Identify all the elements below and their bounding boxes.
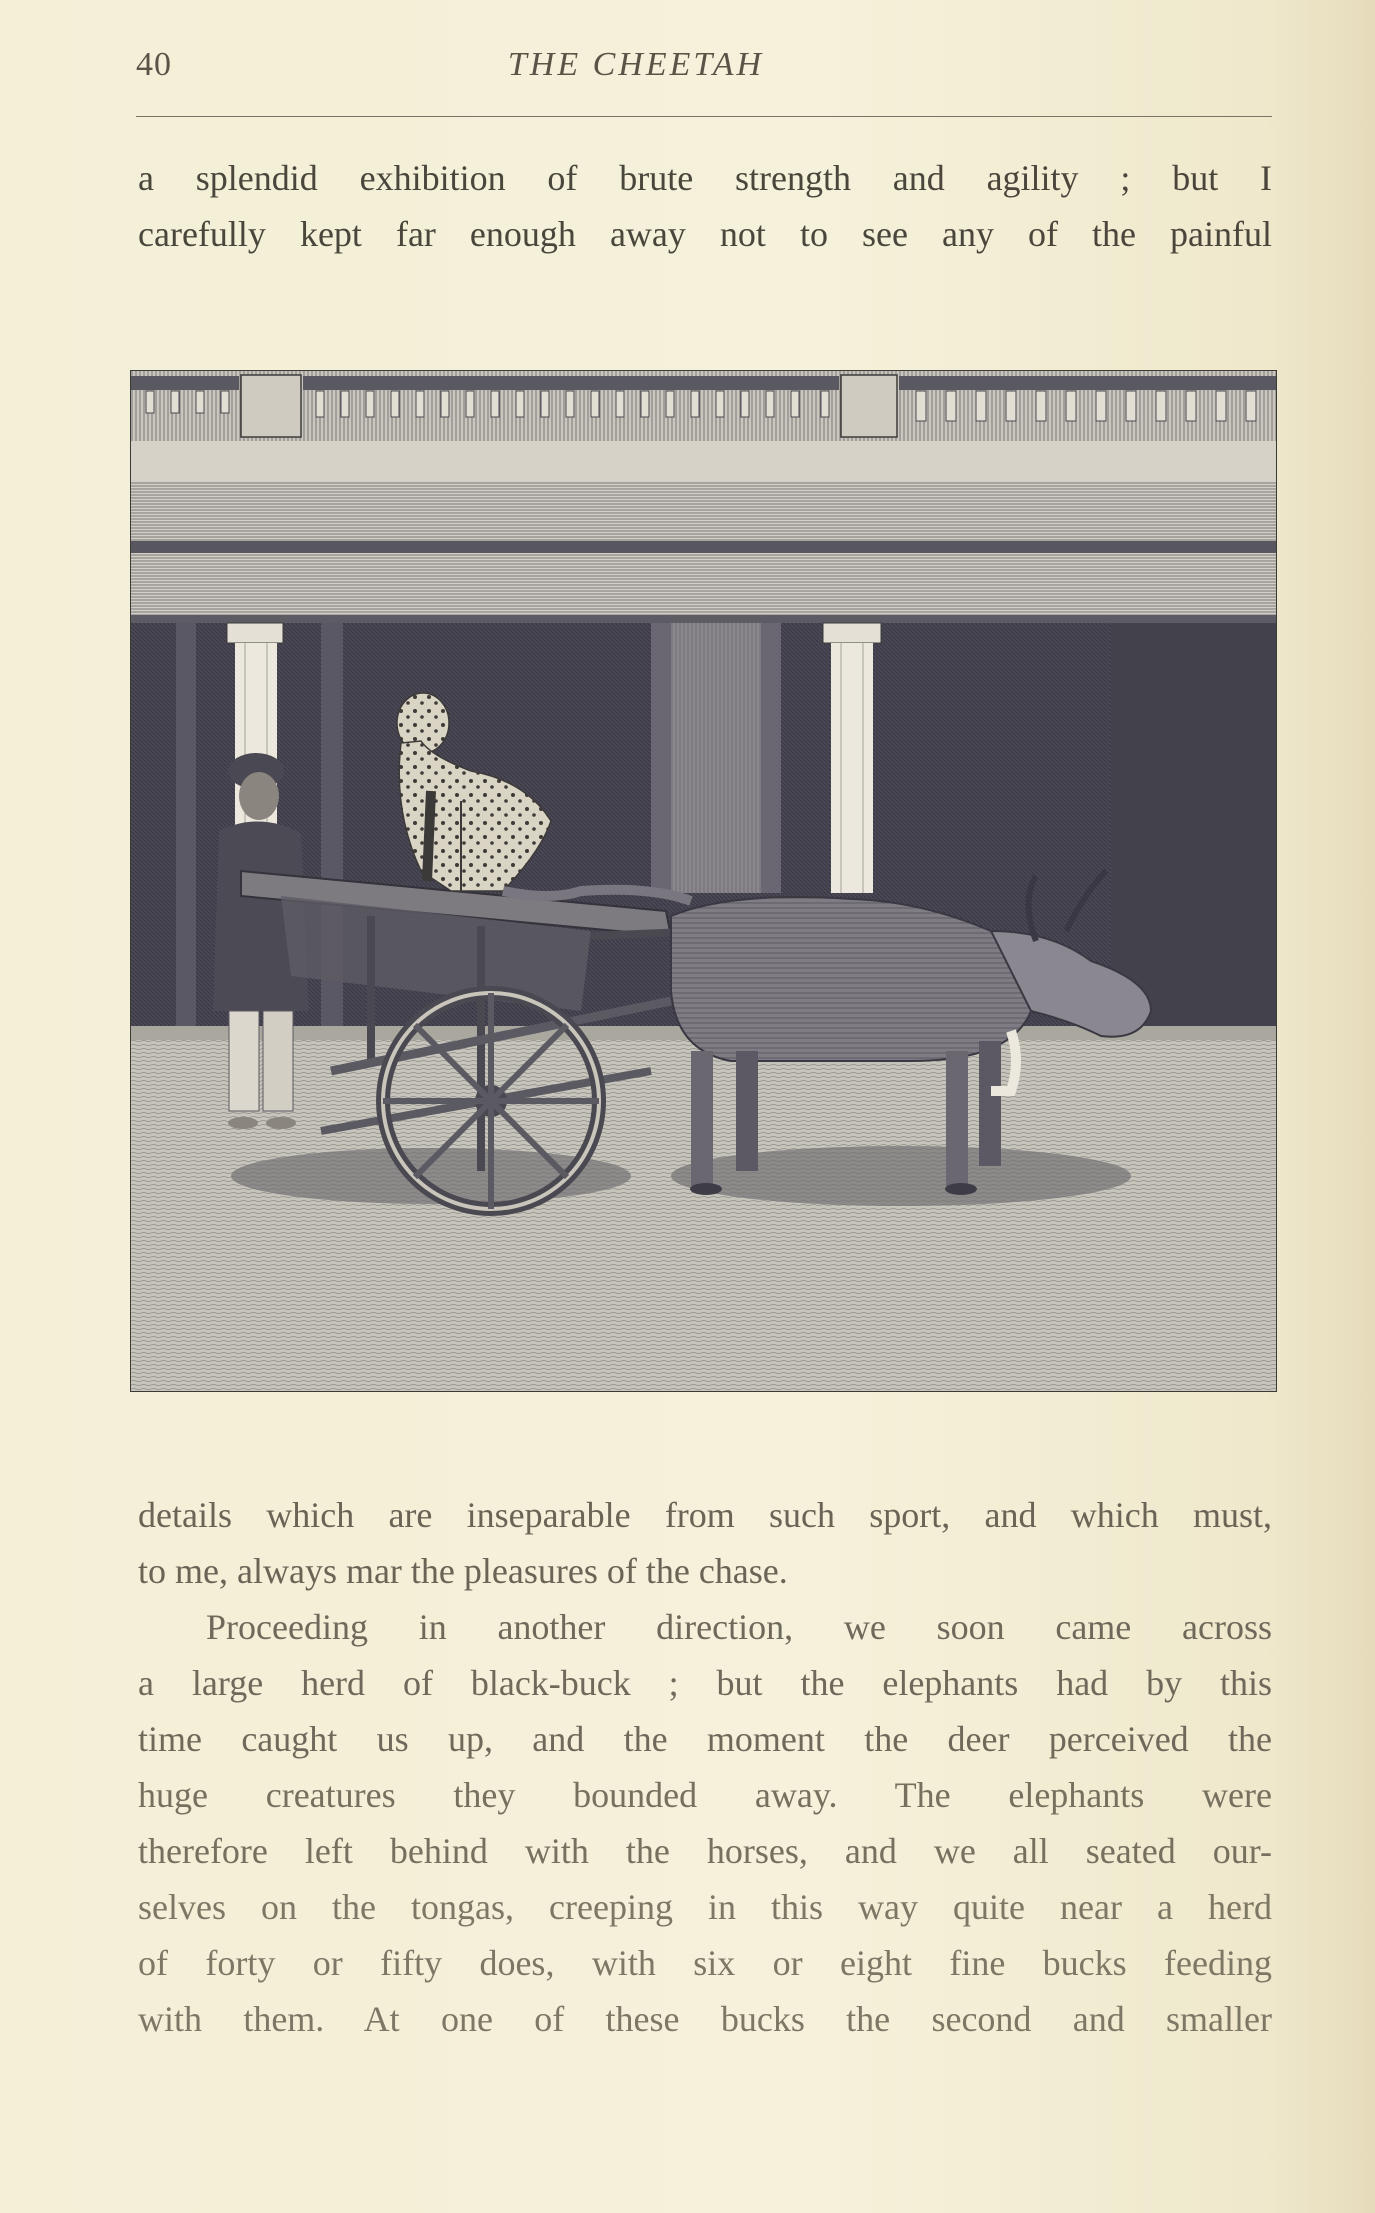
text-line: details which are inseparable from such sport, and which must,	[138, 1495, 1272, 1535]
text-line: Proceeding in another direction, we soon came across	[206, 1607, 1272, 1647]
page-number: 40	[136, 46, 172, 83]
text-line: huge creatures they bounded away. The elephants were	[138, 1775, 1272, 1815]
text-line: of forty or fifty does, with six or eight fine bucks feeding	[138, 1943, 1272, 1983]
bottom-text	[138, 1487, 1272, 2047]
text-line: a large herd of black-buck ; but the elephants had by this	[138, 1663, 1272, 1703]
running-head	[136, 46, 1270, 90]
cheetah-cart-engraving	[131, 371, 1276, 1391]
text-line: therefore left behind with the horses, and we all seated our-	[138, 1831, 1272, 1871]
text-line: selves on the tongas, creeping in this way quite near a herd	[138, 1887, 1272, 1927]
text-line: to me, always mar the pleasures of the chase.	[138, 1551, 788, 1591]
text-line: with them. At one of these bucks the second and smaller	[138, 1999, 1272, 2039]
text-line: carefully kept far enough away not to see any of the painful	[138, 214, 1272, 254]
header-rule	[136, 116, 1272, 117]
running-title: THE CHEETAH	[507, 46, 765, 83]
text-line: a splendid exhibition of brute strength and agility ; but I	[138, 158, 1272, 198]
engraving-illustration	[130, 370, 1277, 1392]
text-line: time caught us up, and the moment the deer perceived the	[138, 1719, 1272, 1759]
top-paragraph	[138, 150, 1272, 262]
